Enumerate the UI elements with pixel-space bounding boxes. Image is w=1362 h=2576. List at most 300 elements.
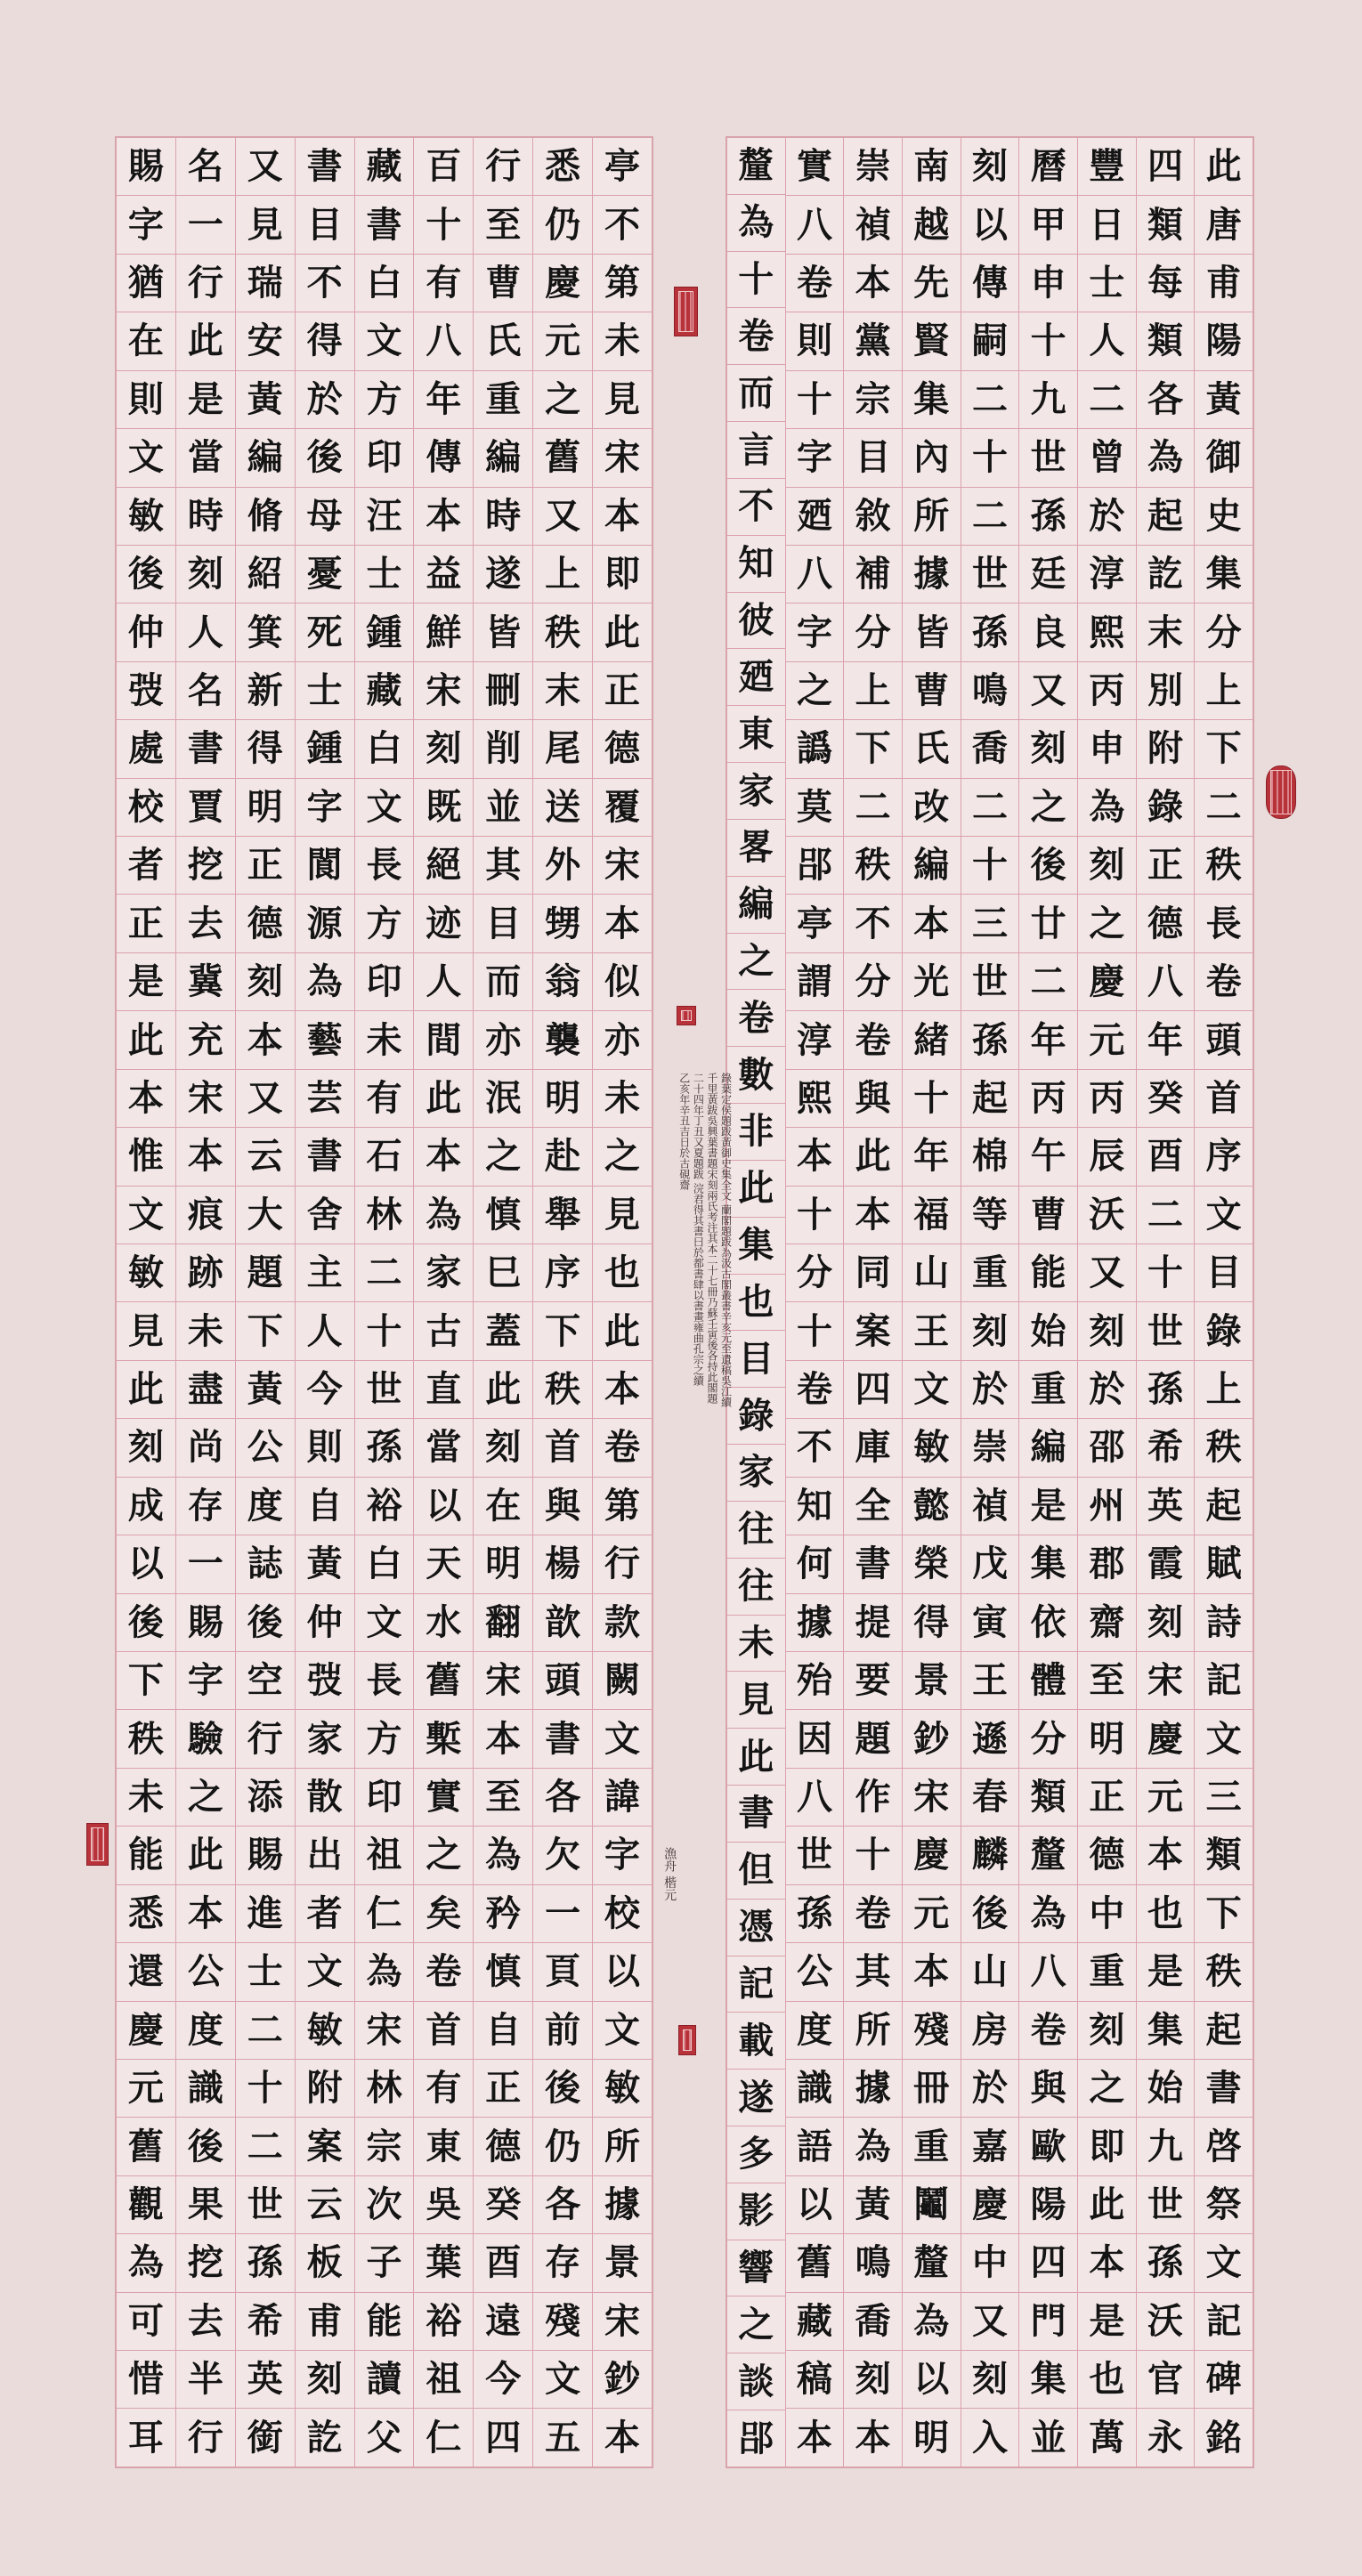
character-cell: 冊 (903, 2060, 961, 2118)
character-cell: 十 (844, 1827, 902, 1884)
character-cell: 文 (1195, 2234, 1253, 2292)
character-cell: 本 (593, 1361, 652, 1419)
character-cell: 題 (236, 1244, 295, 1302)
character-cell: 曾 (1078, 429, 1136, 487)
character-cell: 八 (786, 1769, 844, 1827)
character-cell: 舉 (533, 1187, 592, 1244)
character-cell: 知 (727, 536, 785, 593)
character-cell: 刻 (1078, 837, 1136, 895)
character-cell: 稿 (786, 2351, 844, 2409)
character-cell: 於 (1078, 1361, 1136, 1419)
character-cell: 孫 (786, 1885, 844, 1943)
character-cell: 度 (176, 2002, 235, 2060)
character-cell: 十 (903, 1070, 961, 1128)
character-cell: 年 (903, 1128, 961, 1186)
character-cell: 鬮 (903, 2176, 961, 2234)
character-cell: 書 (727, 1786, 785, 1843)
character-cell: 德 (1078, 1827, 1136, 1884)
character-cell: 二 (1195, 779, 1253, 837)
character-cell: 正 (1137, 837, 1195, 895)
character-cell: 冀 (176, 953, 235, 1011)
character-cell: 卷 (727, 990, 785, 1047)
character-cell: 本 (593, 895, 652, 952)
character-cell: 字 (786, 429, 844, 487)
character-cell: 上 (1195, 1361, 1253, 1419)
character-cell: 遂 (727, 2070, 785, 2126)
character-cell: 宋 (593, 2293, 652, 2351)
character-cell: 緒 (903, 1011, 961, 1069)
left-column (175, 138, 235, 2467)
character-cell: 目 (296, 196, 354, 254)
character-cell: 文 (355, 779, 414, 837)
character-cell: 削 (474, 720, 532, 778)
character-cell: 並 (1030, 2416, 1066, 2459)
character-cell: 刻 (1078, 1302, 1136, 1360)
character-cell: 十 (961, 837, 1019, 895)
character-cell: 起 (1137, 488, 1195, 546)
character-cell: 之 (1078, 895, 1136, 952)
character-cell: 直 (414, 1361, 473, 1419)
character-cell: 四 (844, 1361, 902, 1419)
inscription-line: 錄葉定侯題跋黃御史集全文 蘭閣題跋為汲古閣叢書辛亥元至遺稿吳江續 (719, 1073, 733, 1407)
character-cell: 各 (533, 2176, 592, 2234)
character-cell: 後 (296, 429, 354, 487)
character-cell: 仍 (533, 196, 592, 254)
character-cell: 書 (355, 196, 414, 254)
character-cell: 據 (786, 1594, 844, 1652)
character-cell: 慶 (961, 2176, 1019, 2234)
character-cell: 頭 (1195, 1011, 1253, 1069)
character-cell: 世 (236, 2176, 295, 2234)
character-cell: 年 (414, 371, 473, 429)
character-cell: 慶 (903, 1827, 961, 1884)
character-cell: 孫 (961, 603, 1019, 661)
character-cell: 校 (593, 1885, 652, 1943)
character-cell: 書 (296, 138, 354, 196)
character-cell: 明 (913, 2416, 950, 2459)
character-cell: 能 (1019, 1244, 1077, 1302)
character-cell: 別 (1137, 662, 1195, 720)
character-cell: 本 (903, 1943, 961, 2001)
character-cell: 書 (533, 1710, 592, 1768)
character-cell: 分 (844, 953, 902, 1011)
character-cell: 觀 (117, 2176, 175, 2234)
character-cell: 銘 (1205, 2416, 1242, 2459)
character-cell: 等 (961, 1187, 1019, 1244)
character-cell: 云 (236, 1128, 295, 1186)
character-cell: 目 (844, 429, 902, 487)
character-cell: 於 (296, 371, 354, 429)
character-cell: 是 (176, 371, 235, 429)
character-cell: 刻 (414, 720, 473, 778)
character-cell: 之 (474, 1128, 532, 1186)
character-cell: 半 (176, 2351, 235, 2409)
left-column (235, 138, 295, 2467)
character-cell: 以 (414, 1478, 473, 1535)
character-cell: 果 (176, 2176, 235, 2234)
character-cell: 要 (844, 1652, 902, 1710)
character-cell: 至 (474, 1769, 532, 1827)
character-cell: 甫 (1195, 255, 1253, 312)
character-cell: 八 (414, 312, 473, 370)
character-cell: 大 (236, 1187, 295, 1244)
character-cell: 唐 (1195, 196, 1253, 254)
character-cell: 在 (117, 312, 175, 370)
character-cell: 刻 (117, 1419, 175, 1477)
character-cell: 後 (236, 1594, 295, 1652)
character-cell: 一 (533, 1885, 592, 1943)
character-cell: 王 (903, 1302, 961, 1360)
character-cell: 惟 (117, 1128, 175, 1186)
character-cell: 去 (176, 895, 235, 952)
character-cell: 歆 (533, 1594, 592, 1652)
character-cell: 閬 (296, 837, 354, 895)
character-cell: 沃 (1078, 1187, 1136, 1244)
character-cell: 源 (296, 895, 354, 952)
character-cell: 末 (533, 662, 592, 720)
character-cell: 首 (414, 2002, 473, 2060)
character-cell: 鳴 (961, 662, 1019, 720)
character-cell: 實 (414, 1769, 473, 1827)
character-cell: 集 (1195, 546, 1253, 603)
character-cell: 石 (355, 1128, 414, 1186)
character-cell: 錄 (1195, 1302, 1253, 1360)
character-cell: 集 (727, 1218, 785, 1275)
character-cell: 分 (786, 1244, 844, 1302)
character-cell: 彼 (727, 593, 785, 650)
character-cell: 以 (903, 2351, 961, 2409)
character-cell: 誌 (236, 1535, 295, 1593)
character-cell: 家 (727, 1445, 785, 1502)
character-cell: 至 (474, 196, 532, 254)
character-cell: 人 (296, 1302, 354, 1360)
character-cell: 春 (961, 1769, 1019, 1827)
character-cell: 秩 (533, 603, 592, 661)
character-cell: 九 (1137, 2118, 1195, 2175)
character-cell: 王 (961, 1652, 1019, 1710)
character-cell: 見 (727, 1672, 785, 1729)
character-cell: 釐 (1019, 1827, 1077, 1884)
character-cell: 宋 (903, 1769, 961, 1827)
character-cell: 麟 (961, 1827, 1019, 1884)
character-cell: 內 (903, 429, 961, 487)
character-cell: 此 (1078, 2176, 1136, 2234)
character-cell: 刻 (961, 1302, 1019, 1360)
character-cell: 秩 (533, 1361, 592, 1419)
character-cell: 鍾 (296, 720, 354, 778)
character-cell: 之 (414, 1827, 473, 1884)
character-cell: 四 (1019, 2234, 1077, 2292)
character-cell: 辰 (1078, 1128, 1136, 1186)
left-column (354, 138, 414, 2467)
character-cell: 起 (1195, 1478, 1253, 1535)
character-cell: 見 (117, 1302, 175, 1360)
character-cell: 二 (961, 488, 1019, 546)
character-cell: 悉 (533, 138, 592, 196)
character-cell: 賈 (176, 779, 235, 837)
character-cell: 為 (474, 1827, 532, 1884)
character-cell: 卷 (593, 1419, 652, 1477)
character-cell: 敏 (593, 2060, 652, 2118)
character-cell: 刻 (1137, 1594, 1195, 1652)
character-cell: 識 (786, 2060, 844, 2118)
character-cell: 下 (844, 720, 902, 778)
character-cell: 此 (414, 1070, 473, 1128)
character-cell: 藝 (296, 1011, 354, 1069)
character-cell: 百 (414, 138, 473, 196)
character-cell: 提 (844, 1594, 902, 1652)
character-cell: 子 (355, 2234, 414, 2292)
character-cell: 存 (533, 2234, 592, 2292)
character-cell: 卷 (414, 1943, 473, 2001)
character-cell: 十 (355, 1302, 414, 1360)
character-cell: 何 (786, 1535, 844, 1593)
character-cell: 慎 (474, 1943, 532, 2001)
character-cell: 後 (533, 2060, 592, 2118)
character-cell: 癸 (474, 2176, 532, 2234)
character-cell: 本 (414, 1128, 473, 1186)
character-cell: 明 (1078, 1710, 1136, 1768)
character-cell: 宋 (593, 837, 652, 895)
character-cell: 一 (176, 1535, 235, 1593)
character-cell: 又 (533, 488, 592, 546)
character-cell: 言 (727, 422, 785, 479)
character-cell: 母 (296, 488, 354, 546)
character-cell: 未 (117, 1769, 175, 1827)
character-cell: 正 (1078, 1769, 1136, 1827)
character-cell: 庫 (844, 1419, 902, 1477)
character-cell: 為 (1078, 779, 1136, 837)
character-cell: 頭 (533, 1652, 592, 1710)
character-cell: 云 (296, 2176, 354, 2234)
character-cell: 箕 (236, 603, 295, 661)
character-cell: 見 (593, 1187, 652, 1244)
inscription-line: 乙亥年辛丑吉日於古硯齋 (677, 1073, 691, 1190)
character-cell: 印 (355, 429, 414, 487)
character-cell: 充 (176, 1011, 235, 1069)
character-cell: 重 (1078, 1943, 1136, 2001)
character-cell: 時 (176, 488, 235, 546)
character-cell: 十 (1019, 312, 1077, 370)
character-cell: 以 (961, 196, 1019, 254)
character-cell: 文 (903, 1361, 961, 1419)
character-cell: 二 (1137, 1187, 1195, 1244)
character-cell: 起 (961, 1070, 1019, 1128)
character-cell: 元 (117, 2060, 175, 2118)
character-cell: 莫 (786, 779, 844, 837)
character-cell: 矜 (474, 1885, 532, 1943)
character-cell: 為 (117, 2234, 175, 2292)
character-cell: 記 (1195, 2293, 1253, 2351)
character-cell: 也 (593, 1244, 652, 1302)
character-cell: 八 (1137, 953, 1195, 1011)
character-cell: 是 (1019, 1478, 1077, 1535)
character-cell: 淳 (786, 1011, 844, 1069)
character-cell: 父 (366, 2416, 402, 2459)
character-cell: 十 (786, 1187, 844, 1244)
character-cell: 下 (1195, 1885, 1253, 1943)
character-cell: 卷 (786, 255, 844, 312)
character-cell: 詩 (1195, 1594, 1253, 1652)
character-cell: 題 (844, 1710, 902, 1768)
character-cell: 類 (1195, 1827, 1253, 1884)
character-cell: 郘 (786, 837, 844, 895)
character-cell: 世 (1137, 1302, 1195, 1360)
character-cell: 訖 (1137, 546, 1195, 603)
character-cell: 曹 (903, 662, 961, 720)
character-cell: 元 (1137, 1769, 1195, 1827)
character-cell: 甲 (1019, 196, 1077, 254)
character-cell: 皆 (903, 603, 961, 661)
character-cell: 賦 (1195, 1535, 1253, 1593)
character-cell: 頁 (533, 1943, 592, 2001)
character-cell: 新 (236, 662, 295, 720)
character-cell: 中 (961, 2234, 1019, 2292)
character-cell: 在 (474, 1478, 532, 1535)
character-cell: 本 (176, 1128, 235, 1186)
character-cell: 年 (1019, 1011, 1077, 1069)
character-cell: 者 (296, 1885, 354, 1943)
character-cell: 本 (236, 1011, 295, 1069)
right-column (1136, 138, 1195, 2467)
character-cell: 案 (296, 2118, 354, 2175)
character-cell: 得 (903, 1594, 961, 1652)
character-cell: 酉 (1137, 1128, 1195, 1186)
character-cell: 遠 (474, 2293, 532, 2351)
seal-stamp-icon (1266, 766, 1296, 819)
character-cell: 嗣 (961, 312, 1019, 370)
character-cell: 黃 (236, 1361, 295, 1419)
character-cell: 刻 (296, 2351, 354, 2409)
character-cell: 全 (844, 1478, 902, 1535)
character-cell: 十 (1137, 1244, 1195, 1302)
character-cell: 敘 (844, 488, 902, 546)
character-cell: 書 (176, 720, 235, 778)
character-cell: 尚 (176, 1419, 235, 1477)
character-cell: 於 (961, 1361, 1019, 1419)
character-cell: 益 (414, 546, 473, 603)
character-cell: 紹 (236, 546, 295, 603)
left-column (295, 138, 354, 2467)
character-cell: 祖 (355, 1827, 414, 1884)
character-cell: 印 (355, 1769, 414, 1827)
character-cell: 實 (786, 138, 844, 196)
character-cell: 舊 (786, 2234, 844, 2292)
character-cell: 之 (533, 371, 592, 429)
character-cell: 黃 (296, 1535, 354, 1593)
character-cell: 世 (786, 1827, 844, 1884)
character-cell: 編 (727, 877, 785, 934)
character-cell: 林 (355, 1187, 414, 1244)
character-cell: 福 (903, 1187, 961, 1244)
character-cell: 本 (414, 488, 473, 546)
character-cell: 孫 (1137, 1361, 1195, 1419)
character-cell: 集 (1137, 2002, 1195, 2060)
character-cell: 也 (1078, 2351, 1136, 2409)
character-cell: 德 (593, 720, 652, 778)
character-cell: 亭 (593, 138, 652, 196)
character-cell: 下 (533, 1302, 592, 1360)
character-cell: 未 (593, 312, 652, 370)
character-cell: 槧 (414, 1710, 473, 1768)
character-cell: 後 (117, 1594, 175, 1652)
character-cell: 世 (961, 953, 1019, 1011)
character-cell: 慎 (474, 1187, 532, 1244)
character-cell: 為 (355, 1943, 414, 2001)
character-cell: 附 (1137, 720, 1195, 778)
character-cell: 方 (355, 371, 414, 429)
character-cell: 下 (236, 1302, 295, 1360)
character-cell: 後 (117, 546, 175, 603)
character-cell: 為 (727, 195, 785, 252)
character-cell: 文 (355, 1594, 414, 1652)
character-cell: 本 (855, 2416, 891, 2459)
character-cell: 談 (727, 2353, 785, 2410)
left-column (413, 138, 473, 2467)
character-cell: 士 (1078, 255, 1136, 312)
character-cell: 首 (533, 1419, 592, 1477)
character-cell: 長 (1195, 895, 1253, 952)
character-cell: 與 (533, 1478, 592, 1535)
character-cell: 為 (1019, 1885, 1077, 1943)
character-cell: 年 (1137, 1011, 1195, 1069)
character-cell: 字 (176, 1652, 235, 1710)
character-cell: 熙 (786, 1070, 844, 1128)
character-cell: 戊 (961, 1535, 1019, 1593)
character-cell: 人 (414, 953, 473, 1011)
character-cell: 甥 (533, 895, 592, 952)
character-cell: 還 (117, 1943, 175, 2001)
character-cell: 黃 (1195, 371, 1253, 429)
character-cell: 正 (117, 895, 175, 952)
character-cell: 敏 (296, 2002, 354, 2060)
character-cell: 刻 (176, 546, 235, 603)
character-cell: 遂 (474, 546, 532, 603)
character-cell: 藏 (355, 138, 414, 196)
character-cell: 汪 (355, 488, 414, 546)
character-cell: 度 (236, 1478, 295, 1535)
character-cell: 往 (727, 1559, 785, 1616)
character-cell: 所 (593, 2118, 652, 2175)
character-cell: 也 (1137, 1885, 1195, 1943)
character-cell: 宋 (593, 429, 652, 487)
character-cell: 重 (474, 371, 532, 429)
character-cell: 釐 (903, 2234, 961, 2292)
character-cell: 刪 (474, 662, 532, 720)
character-cell: 天 (414, 1535, 473, 1593)
character-cell: 殘 (533, 2293, 592, 2351)
character-cell: 賢 (903, 312, 961, 370)
character-cell: 士 (296, 662, 354, 720)
character-cell: 編 (474, 429, 532, 487)
character-cell: 度 (786, 2002, 844, 2060)
character-cell: 鮮 (414, 603, 473, 661)
character-cell: 下 (117, 1652, 175, 1710)
character-cell: 得 (236, 720, 295, 778)
right-column (1077, 138, 1136, 2467)
character-cell: 丙 (1078, 1070, 1136, 1128)
character-cell: 瑞 (236, 255, 295, 312)
character-cell: 字 (296, 779, 354, 837)
character-cell: 以 (117, 1535, 175, 1593)
character-cell: 賜 (117, 138, 175, 196)
character-cell: 官 (1137, 2351, 1195, 2409)
character-cell: 卷 (844, 1885, 902, 1943)
character-cell: 宗 (355, 2118, 414, 2175)
character-cell: 序 (1195, 1128, 1253, 1186)
right-column (785, 138, 844, 2467)
character-cell: 慶 (1137, 1710, 1195, 1768)
